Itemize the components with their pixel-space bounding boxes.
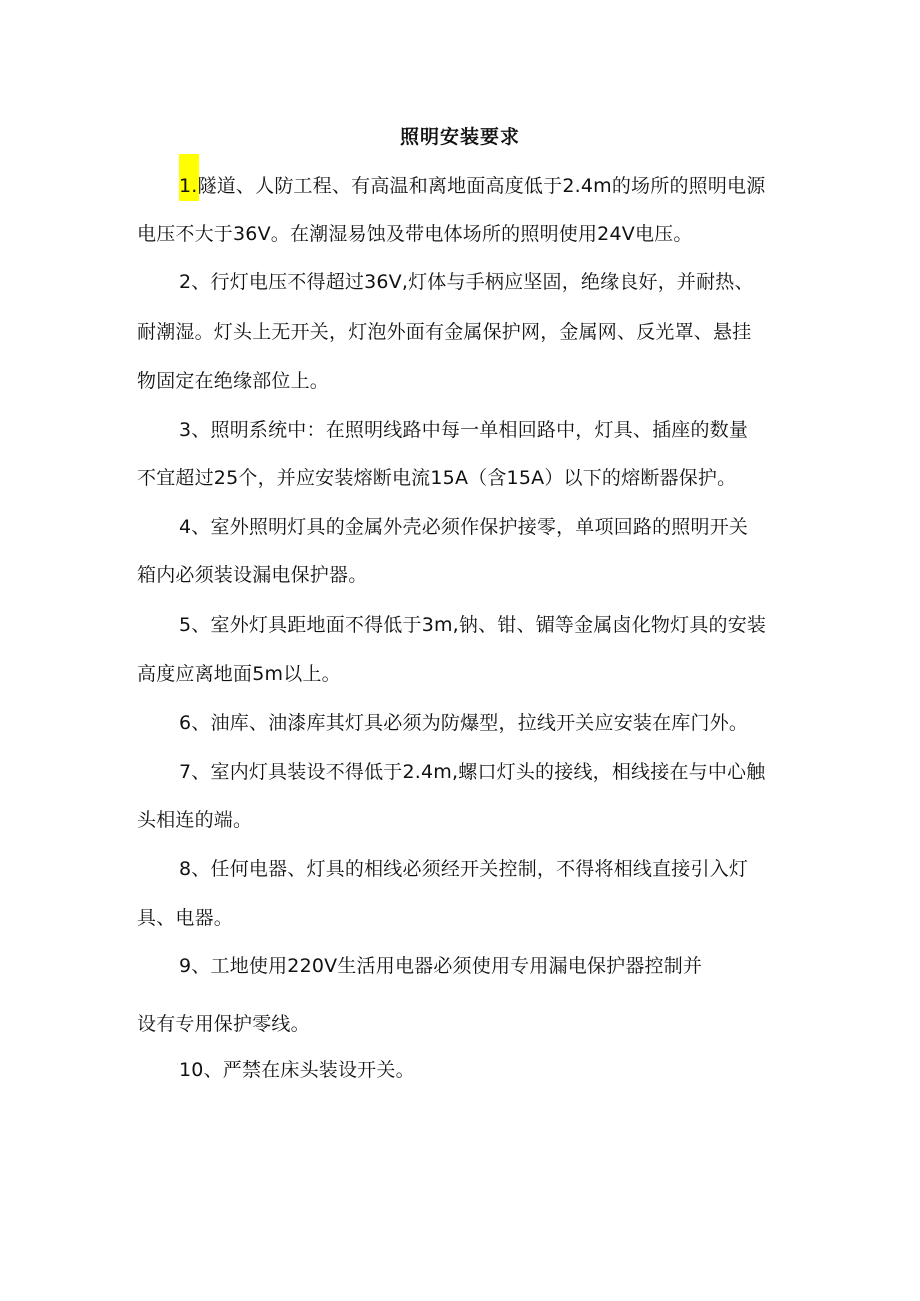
item-9-line-2: 设有专用保护零线。: [137, 1013, 310, 1035]
item-8-line-2: 具、电器。: [137, 907, 234, 929]
item-2-line-1: 2、行灯电压不得超过36V,灯体与手柄应坚固，绝缘良好，并耐热、: [179, 271, 754, 293]
item-6-line-1: 6、油库、油漆库其灯具必须为防爆型，拉线开关应安装在库门外。: [179, 712, 749, 734]
item-3-line-2: 不宜超过25个，并应安装熔断电流15A（含15A）以下的熔断器保护。: [137, 467, 737, 489]
document-title: 照明安装要求: [399, 126, 520, 148]
item-1-line-2: 电压不大于36V。在潮湿易蚀及带电体场所的照明使用24V电压。: [137, 223, 693, 245]
item-1-line-1: [179, 172, 765, 200]
item-2-line-3: 物固定在绝缘部位上。: [137, 370, 330, 392]
item-7-line-1: 7、室内灯具装设不得低于2.4m,螺口灯头的接线，相线接在与中心触: [179, 761, 766, 783]
item-7-line-2: 头相连的端。: [137, 809, 253, 831]
item-4-line-2: 箱内必须装设漏电保护器。: [137, 564, 368, 586]
item-5-line-2: 高度应离地面5m以上。: [137, 663, 341, 685]
item-1-text: 隧道、人防工程、有高温和离地面高度低于2.4m的场所的照明电源: [197, 175, 766, 197]
item-1-number: 1.: [179, 175, 198, 197]
item-3-line-1: 3、照明系统中：在照明线路中每一单相回路中，灯具、插座的数量: [179, 419, 749, 441]
item-10-line-1: 10、严禁在床头装设开关。: [179, 1059, 415, 1081]
item-9-line-1: 9、工地使用220V生活用电器必须使用专用漏电保护器控制并: [179, 955, 703, 977]
item-8-line-1: 8、任何电器、灯具的相线必须经开关控制，不得将相线直接引入灯: [179, 858, 749, 880]
item-2-line-2: 耐潮湿。灯头上无开关，灯泡外面有金属保护网，金属网、反光罩、悬挂: [137, 321, 752, 343]
item-4-line-1: 4、室外照明灯具的金属外壳必须作保护接零，单项回路的照明开关: [179, 516, 749, 538]
item-5-line-1: 5、室外灯具距地面不得低于3m,钠、钳、镅等金属卤化物灯具的安装: [179, 614, 767, 636]
